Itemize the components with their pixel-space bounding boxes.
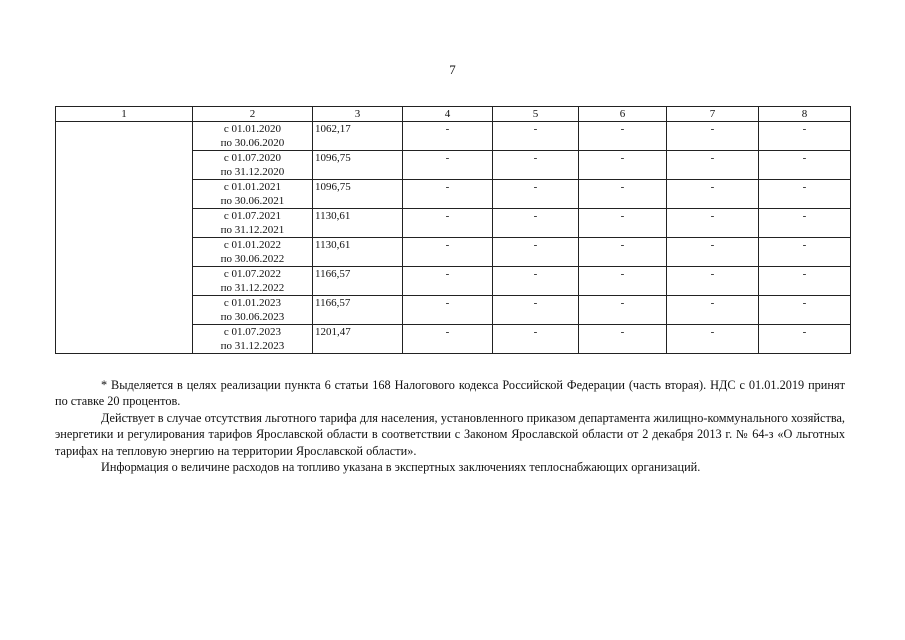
- column-header: 8: [759, 107, 851, 122]
- empty-value-cell: -: [759, 325, 851, 354]
- footnote-vat: * Выделяется в целях реализации пункта 6 статьи 168 Налогового кодекса Российской Федерации (часть вторая). НДС с 01.01.2019 принят по ставке 20 процентов.: [55, 378, 845, 409]
- empty-value-cell: -: [403, 238, 493, 267]
- tariff-value-cell: 1096,75: [313, 180, 403, 209]
- empty-value-cell: -: [403, 296, 493, 325]
- column-header: 7: [667, 107, 759, 122]
- empty-value-cell: -: [403, 209, 493, 238]
- empty-value-cell: -: [493, 325, 579, 354]
- period-to: по 30.06.2020: [220, 137, 285, 149]
- empty-value-cell: -: [493, 151, 579, 180]
- period-to: по 31.12.2022: [220, 282, 285, 294]
- column-header: 4: [403, 107, 493, 122]
- table-row: [56, 122, 851, 151]
- empty-value-cell: -: [667, 325, 759, 354]
- period-from: с 01.07.2021: [223, 210, 282, 222]
- empty-value-cell: -: [579, 122, 667, 151]
- period-to: по 30.06.2021: [220, 195, 285, 207]
- table-header-row: [56, 107, 851, 122]
- table-body: [56, 122, 851, 354]
- footnotes: [55, 377, 845, 475]
- period-from: с 01.01.2023: [223, 297, 282, 309]
- empty-value-cell: -: [667, 209, 759, 238]
- empty-value-cell: -: [403, 151, 493, 180]
- tariff-value-cell: 1166,57: [313, 267, 403, 296]
- period-cell: [193, 122, 313, 151]
- empty-value-cell: -: [493, 267, 579, 296]
- empty-value-cell: -: [493, 180, 579, 209]
- period-cell: [193, 325, 313, 354]
- period-from: с 01.01.2021: [223, 181, 282, 193]
- empty-value-cell: -: [759, 122, 851, 151]
- tariff-table: [55, 106, 851, 354]
- empty-value-cell: -: [759, 238, 851, 267]
- empty-value-cell: -: [667, 296, 759, 325]
- empty-value-cell: -: [579, 209, 667, 238]
- page-number: 7: [449, 62, 456, 77]
- period-cell: [193, 209, 313, 238]
- empty-value-cell: -: [579, 151, 667, 180]
- empty-value-cell: -: [579, 238, 667, 267]
- period-to: по 31.12.2023: [220, 340, 285, 352]
- column-header: 6: [579, 107, 667, 122]
- period-from: с 01.01.2022: [223, 239, 282, 251]
- period-from: с 01.07.2022: [223, 268, 282, 280]
- empty-value-cell: -: [493, 122, 579, 151]
- empty-value-cell: -: [403, 325, 493, 354]
- empty-value-cell: -: [759, 209, 851, 238]
- period-cell: [193, 267, 313, 296]
- period-to: по 31.12.2020: [220, 166, 285, 178]
- period-to: по 30.06.2022: [220, 253, 285, 265]
- period-to: по 31.12.2021: [220, 224, 285, 236]
- empty-value-cell: -: [493, 296, 579, 325]
- period-from: с 01.07.2020: [223, 152, 282, 164]
- period-cell: [193, 238, 313, 267]
- empty-value-cell: -: [667, 267, 759, 296]
- period-cell: [193, 180, 313, 209]
- tariff-value-cell: 1062,17: [313, 122, 403, 151]
- tariff-value-cell: 1166,57: [313, 296, 403, 325]
- period-to: по 30.06.2023: [220, 311, 285, 323]
- column-header: 1: [56, 107, 193, 122]
- period-cell: [193, 151, 313, 180]
- tariff-value-cell: 1201,47: [313, 325, 403, 354]
- empty-value-cell: -: [493, 238, 579, 267]
- column-header: 5: [493, 107, 579, 122]
- footnote-fuel-costs: Информация о величине расходов на топливо указана в экспертных заключениях теплоснабжающих организаций.: [101, 460, 701, 475]
- empty-value-cell: -: [403, 122, 493, 151]
- empty-value-cell: -: [403, 180, 493, 209]
- empty-value-cell: -: [667, 122, 759, 151]
- empty-value-cell: -: [579, 325, 667, 354]
- empty-value-cell: -: [403, 267, 493, 296]
- tariff-value-cell: 1130,61: [313, 238, 403, 267]
- footnote-preferential-tariff: Действует в случае отсутствия льготного тарифа для населения, установленного приказом департамента жилищно-коммунального хозяйства, энергетики и регулирования тарифов Ярославской области в соответствии с Законом Ярославской области от 2 декабря 2013 г. № 64-з «О льготных тарифах на тепловую энергию на территории Ярославской области».: [55, 410, 845, 458]
- empty-value-cell: -: [759, 296, 851, 325]
- empty-value-cell: -: [579, 180, 667, 209]
- empty-value-cell: -: [579, 296, 667, 325]
- empty-value-cell: -: [667, 180, 759, 209]
- column-header: 3: [313, 107, 403, 122]
- empty-value-cell: -: [759, 180, 851, 209]
- tariff-value-cell: 1130,61: [313, 209, 403, 238]
- empty-value-cell: -: [493, 209, 579, 238]
- empty-value-cell: -: [759, 151, 851, 180]
- period-from: с 01.01.2020: [223, 123, 282, 135]
- period-cell: [193, 296, 313, 325]
- column-1-cell: [56, 122, 193, 354]
- tariff-value-cell: 1096,75: [313, 151, 403, 180]
- empty-value-cell: -: [579, 267, 667, 296]
- period-from: с 01.07.2023: [223, 326, 282, 338]
- empty-value-cell: -: [667, 151, 759, 180]
- column-header: 2: [193, 107, 313, 122]
- empty-value-cell: -: [667, 238, 759, 267]
- empty-value-cell: -: [759, 267, 851, 296]
